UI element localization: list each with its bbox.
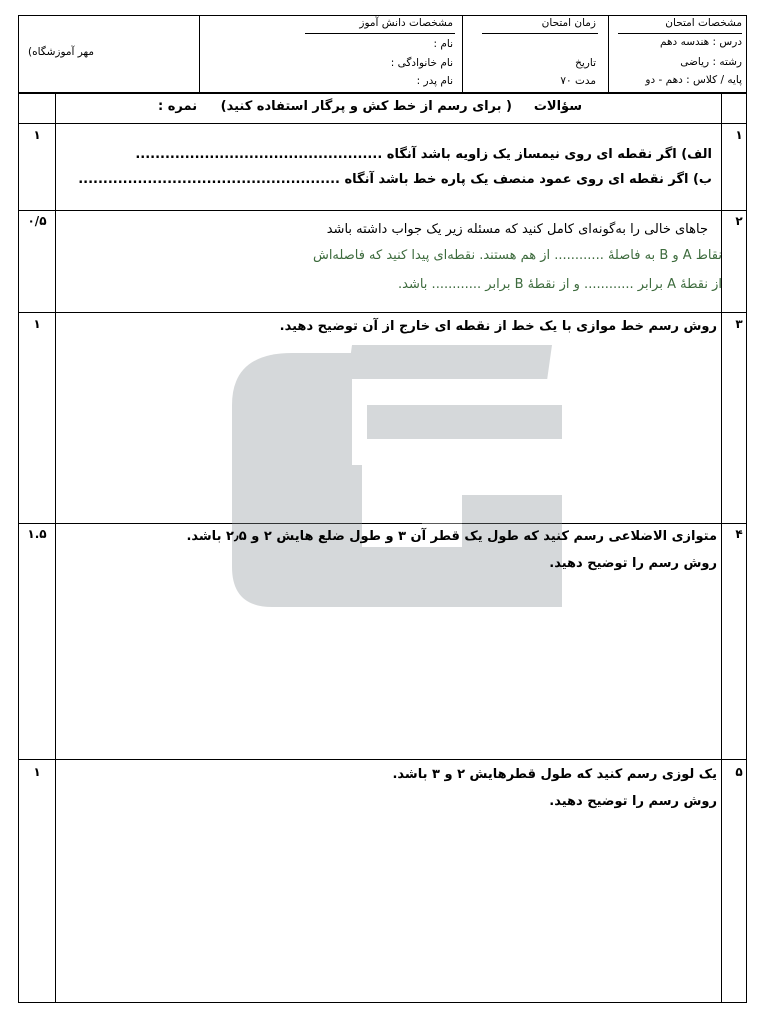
exam-spec-underline	[618, 33, 742, 34]
table-left-border	[18, 93, 19, 1003]
row-divider-4	[18, 759, 747, 760]
question-4-line-1: متوازی الاضلاعی رسم کنید که طول یک قطر آن ۳ و طول ضلع هایش ۲ و ۲٫۵ باشد.	[186, 529, 717, 544]
student-spec-underline	[305, 33, 455, 34]
header-divider-2	[462, 15, 463, 93]
student-spec-title: مشخصات دانش آموز	[359, 17, 453, 29]
question-4-line-2: روش رسم را توضیح دهید.	[549, 556, 717, 571]
duration-label: مدت ۷۰	[560, 75, 596, 87]
question-score-5: ۱	[33, 765, 41, 779]
exam-time-title: زمان امتحان	[541, 17, 596, 29]
question-score-2: ۰/۵	[27, 214, 47, 228]
lesson-label: درس : هندسه دهم	[660, 36, 742, 48]
field-label: رشته : ریاضی	[680, 56, 742, 68]
question-2-line-2: نقاط A و B به فاصلهٔ ............ از هم هستند. نقطه‌ای پیدا کنید که فاصله‌اش	[312, 248, 722, 263]
grade-class-label: پایه / کلاس : دهم - دو	[645, 74, 742, 86]
question-2-line-3: از نقطهٔ A برابر ............ و از نقطهٔ B برابر ............ باشد.	[398, 277, 722, 292]
row-divider-1	[18, 210, 747, 211]
question-number-2: ۲	[735, 214, 743, 228]
school-stamp-label: مهر آموزشگاه)	[28, 46, 95, 58]
score-column-divider	[55, 93, 56, 1003]
question-number-4: ۴	[735, 527, 743, 541]
question-1-line-2: ب) اگر نقطه ای روی عمود منصف یک پاره خط باشد آنگاه .....................................................	[78, 172, 712, 187]
header-right-border	[746, 15, 747, 93]
questions-label: سؤالات	[533, 99, 582, 114]
student-family-label: نام خانوادگی :	[390, 57, 453, 69]
question-number-3: ۳	[735, 317, 743, 331]
exam-time-underline	[482, 33, 598, 34]
question-1-line-1: الف) اگر نقطه ای روی نیمساز یک زاویه باشد آنگاه ..................................................	[135, 147, 712, 162]
student-name-label: نام :	[433, 38, 453, 50]
question-3-line-1: روش رسم خط موازی با یک خط از نقطه ای خارج از آن توضیح دهید.	[279, 319, 717, 334]
date-label: تاریخ	[575, 57, 596, 69]
score-label: نمره :	[158, 99, 198, 114]
question-2-line-1: جاهای خالی را به‌گونه‌ای کامل کنید که مسئله زیر یک جواب داشته باشد	[326, 222, 708, 237]
watermark-logo-icon	[232, 345, 562, 607]
question-score-3: ۱	[33, 317, 41, 331]
row-divider-2	[18, 312, 747, 313]
table-top-border	[18, 93, 747, 94]
header-divider-3	[608, 15, 609, 93]
question-5-line-2: روش رسم را توضیح دهید.	[549, 794, 717, 809]
student-father-label: نام پدر :	[416, 75, 453, 87]
question-number-5: ۵	[735, 765, 743, 779]
question-score-4: ۱.۵	[27, 527, 47, 541]
drawing-instruction: ( برای رسم از خط کش و پرگار استفاده کنید)	[220, 99, 512, 114]
header-divider-1	[199, 15, 200, 93]
header-top-border	[18, 15, 747, 16]
header-left-border	[18, 15, 19, 93]
table-bottom-border	[18, 1002, 747, 1003]
question-score-1: ۱	[33, 128, 41, 142]
exam-spec-title: مشخصات امتحان	[665, 17, 742, 29]
table-right-border	[746, 93, 747, 1003]
question-5-line-1: یک لوزی رسم کنید که طول قطرهایش ۲ و ۳ باشد.	[392, 767, 717, 782]
row-divider-header	[18, 123, 747, 124]
question-number-1: ۱	[735, 128, 743, 142]
number-column-divider	[721, 93, 722, 1003]
